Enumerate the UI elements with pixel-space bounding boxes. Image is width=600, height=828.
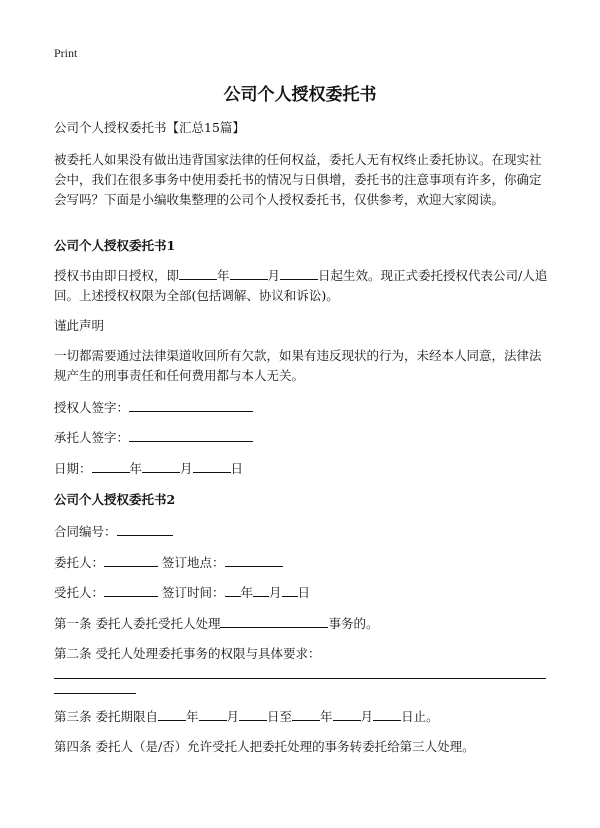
agent-signature-label: 承托人签字： (54, 430, 130, 445)
agent-signature-row (54, 427, 549, 448)
intro-paragraph: 被委托人如果没有做出违背国家法律的任何权益，委托人无有权终止委托协议。在现实社会中，我们在很多事务中使用委托书的情况与日俱增，委托书的注意事项有许多，你确定会写吗？下面是小编收集整理的公司个人授权委托书，仅供参考，欢迎大家阅读。 (54, 152, 542, 207)
declaration: 谨此声明 (54, 318, 105, 333)
end-month: 月 (360, 709, 374, 724)
article-3 (54, 706, 549, 727)
date-row (54, 458, 549, 479)
trustee-row (54, 582, 549, 603)
date-year: 年 (129, 461, 143, 476)
sign-time-day-field[interactable] (282, 582, 298, 597)
year-blank[interactable] (179, 265, 217, 280)
article-1-text-a: 第一条 委托人委托受托人处理 (54, 616, 221, 631)
article-2-answer-line-2[interactable] (54, 693, 136, 694)
p1-year: 年 (217, 268, 230, 283)
contract-number-label: 合同编号： (54, 524, 117, 539)
section1-paragraph2: 一切都需要通过法律渠道收回所有欠款，如果有违反现状的行为，未经本人同意，法律法规产生的刑事责任和任何费用都与本人无关。 (54, 348, 542, 383)
end-month-field[interactable] (333, 706, 361, 721)
principal-field[interactable] (104, 552, 158, 567)
section2-heading: 公司个人授权委托书2 (54, 492, 176, 507)
sign-time-year: 年 (240, 585, 254, 600)
grantor-signature-field[interactable] (129, 397, 253, 412)
article-1-text-b: 事务的。 (328, 616, 379, 631)
end-day: 日止。 (401, 709, 439, 724)
day-blank[interactable] (280, 265, 318, 280)
contract-number-field[interactable] (117, 521, 173, 536)
end-year-field[interactable] (292, 706, 320, 721)
end-day-field[interactable] (373, 706, 401, 721)
sign-time-month: 月 (269, 585, 282, 600)
article-3-text: 第三条 委托期限自 (54, 709, 158, 724)
start-day-field[interactable] (239, 706, 267, 721)
contract-number-row (54, 521, 549, 542)
start-day: 日至 (267, 709, 293, 724)
sign-time-year-field[interactable] (225, 582, 241, 597)
date-month: 月 (180, 461, 193, 476)
start-month: 月 (226, 709, 240, 724)
end-year: 年 (320, 709, 333, 724)
date-label: 日期： (54, 461, 92, 476)
grantor-signature-label: 授权人签字： (54, 400, 130, 415)
article-1-matter-field[interactable] (220, 613, 328, 628)
sign-place-field[interactable] (225, 552, 283, 567)
trustee-label: 受托人： (54, 585, 105, 600)
article-2-answer-line[interactable] (54, 678, 546, 679)
p1-text-b: 日起生效。现正式委托授权代表公司/人追回。上述授权权限为全部(包括调解、协议和诉讼)。 (54, 268, 548, 303)
page-title: 公司个人授权委托书 (223, 85, 377, 105)
p1-month: 月 (267, 268, 281, 283)
agent-signature-field[interactable] (129, 427, 253, 442)
article-1 (54, 613, 549, 634)
date-day-field[interactable] (193, 458, 231, 473)
p1-text-a: 授权书由即日授权，即 (54, 268, 180, 283)
principal-label: 委托人： (54, 555, 105, 570)
section1-heading: 公司个人授权委托书1 (54, 238, 176, 253)
sign-place-label: 签订地点： (162, 555, 225, 570)
sign-time-label: 签订时间： (162, 585, 225, 600)
trustee-field[interactable] (104, 582, 158, 597)
section1-paragraph1 (54, 265, 549, 306)
start-year-field[interactable] (158, 706, 186, 721)
start-month-field[interactable] (199, 706, 227, 721)
date-day: 日 (230, 461, 244, 476)
article-4: 第四条 委托人（是/否）允许受托人把委托处理的事务转委托给第三人处理。 (54, 739, 475, 754)
print-link[interactable]: Print (54, 46, 78, 60)
date-year-field[interactable] (92, 458, 130, 473)
month-blank[interactable] (230, 265, 268, 280)
grantor-signature-row (54, 397, 549, 418)
principal-row (54, 552, 549, 573)
article-2: 第二条 受托人处理委托事务的权限与具体要求： (54, 646, 321, 661)
start-year: 年 (185, 709, 199, 724)
date-month-field[interactable] (142, 458, 180, 473)
subtitle: 公司个人授权委托书【汇总15篇】 (54, 120, 245, 135)
sign-time-month-field[interactable] (253, 582, 269, 597)
sign-time-day: 日 (297, 585, 311, 600)
